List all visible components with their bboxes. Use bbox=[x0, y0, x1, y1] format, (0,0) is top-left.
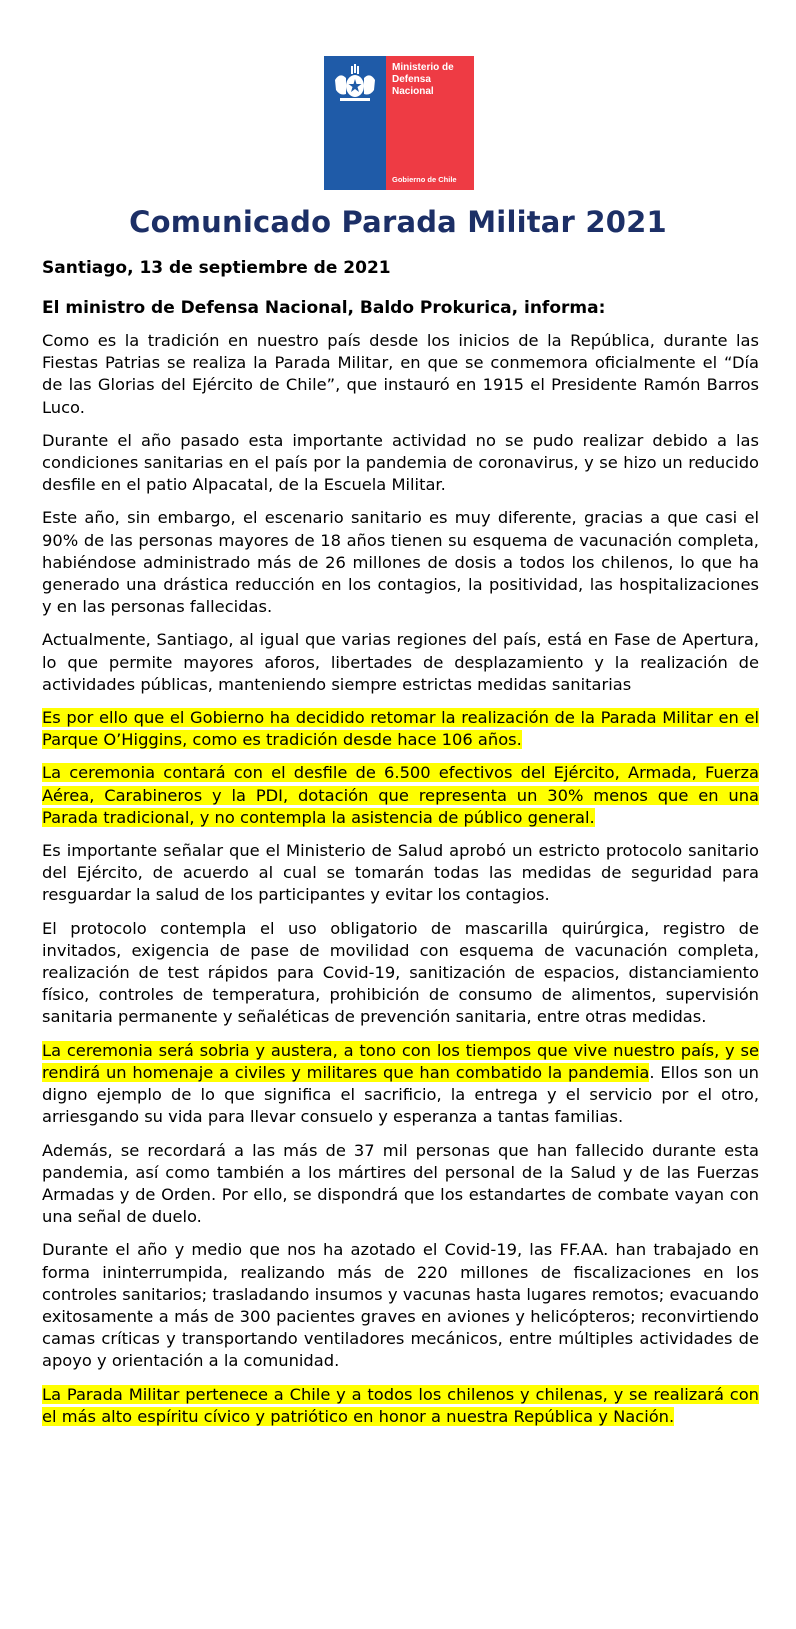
paragraph-text: Este año, sin embargo, el escenario sanitario es muy diferente, gracias a que casi el 90% de las personas mayores de 18 años tienen su esquema de vacunación completa, habiéndose administrado más de 26 millones de dosis a todos los chilenos, lo que ha generado una drástica reducción en los contagios, la positividad, las hospitalizaciones y en las personas fallecidas. bbox=[42, 508, 759, 617]
paragraph-7 bbox=[42, 840, 759, 907]
logo-org-line3: Nacional bbox=[392, 86, 434, 97]
paragraph-11 bbox=[42, 1239, 759, 1372]
date-line: Santiago, 13 de septiembre de 2021 bbox=[42, 258, 391, 278]
paragraph-text-after: . Ellos son un digno ejemplo de lo que significa el sacrificio, la entrega y el servicio por el otro, arriesgando su vida para llevar consuelo y esperanza a tantas familias. bbox=[42, 1062, 759, 1127]
logo-blue-panel bbox=[324, 56, 386, 190]
logo-org-line1: Ministerio de bbox=[392, 62, 454, 73]
intro-line: El ministro de Defensa Nacional, Baldo Prokurica, informa: bbox=[42, 298, 606, 318]
paragraph-2 bbox=[42, 430, 759, 497]
page-title: Comunicado Parada Militar 2021 bbox=[129, 205, 667, 239]
paragraph-10 bbox=[42, 1140, 759, 1229]
paragraph-text: El protocolo contempla el uso obligatorio de mascarilla quirúrgica, registro de invitados, exigencia de pase de movilidad con esquema de vacunación completa, realización de test rápidos para Covid-19, sanitización de espacios, distanciamiento físico, controles de temperatura, prohibición de consumo de alimentos, supervisión sanitaria permanente y señaléticas de prevención sanitaria, entre otras medidas. bbox=[42, 918, 759, 1027]
ministry-logo bbox=[324, 56, 474, 190]
logo-org-line2: Defensa bbox=[392, 74, 431, 85]
paragraph-9 bbox=[42, 1040, 759, 1129]
logo-red-panel bbox=[386, 56, 474, 190]
paragraph-text: Actualmente, Santiago, al igual que varias regiones del país, está en Fase de Apertura, lo que permite mayores aforos, libertades de desplazamiento y la realización de actividades públicas, manteniendo siempre estrictas medidas sanitarias bbox=[42, 630, 759, 694]
logo-org-name bbox=[392, 62, 454, 98]
paragraph-text: Durante el año pasado esta importante actividad no se pudo realizar debido a las condiciones sanitarias en el país por la pandemia de coronavirus, y se hizo un reducido desfile en el patio Alpacatal, de la Escuela Militar. bbox=[42, 430, 759, 495]
paragraph-3 bbox=[42, 507, 759, 618]
paragraph-text: Es importante señalar que el Ministerio de Salud aprobó un estricto protocolo sanitario del Ejército, de acuerdo al cual se tomarán todas las medidas de seguridad para resguardar la salud de los participantes y evitar los contagios. bbox=[42, 841, 759, 905]
highlighted-text: La ceremonia será sobria y austera, a tono con los tiempos que vive nuestro país, y se rendirá un homenaje a civiles y militares que han combatido la pandemia bbox=[42, 1040, 759, 1082]
paragraph-8 bbox=[42, 918, 759, 1029]
highlighted-text: La ceremonia contará con el desfile de 6.500 efectivos del Ejército, Armada, Fuerza Aérea, Carabineros y la PDI, dotación que representa un 30% menos que en una Parada tradicional, y no contempla la asistencia de público general. bbox=[42, 763, 759, 827]
paragraph-12 bbox=[42, 1384, 759, 1428]
paragraph-text: Durante el año y medio que nos ha azotado el Covid-19, las FF.AA. han trabajado en forma ininterrumpida, realizando más de 220 millones de fiscalizaciones en los controles sanitarios; trasladando insumos y vacunas hasta lugares remotos; evacuando exitosamente a más de 300 pacientes graves en aviones y helicópteros; reconvirtiendo camas críticas y transportando ventiladores mecánicos, entre múltiples actividades de apoyo y orientación a la comunidad. bbox=[42, 1240, 759, 1371]
paragraph-1 bbox=[42, 330, 759, 419]
paragraph-5 bbox=[42, 707, 759, 751]
paragraph-6 bbox=[42, 762, 759, 829]
highlighted-text: Es por ello que el Gobierno ha decidido retomar la realización de la Parada Militar en el Parque O’Higgins, como es tradición desde hace 106 años. bbox=[42, 708, 759, 750]
coat-of-arms-icon bbox=[332, 64, 378, 104]
paragraph-text: Además, se recordará a las más de 37 mil personas que han fallecido durante esta pandemia, así como también a los mártires del personal de la Salud y de las Fuerzas Armadas y de Orden. Por ello, se dispondrá que los estandartes de combate vayan con una señal de duelo. bbox=[42, 1140, 759, 1227]
logo-gov-label: Gobierno de Chile bbox=[392, 175, 457, 184]
highlighted-text: La Parada Militar pertenece a Chile y a todos los chilenos y chilenas, y se realizará con el más alto espíritu cívico y patriótico en honor a nuestra República y Nación. bbox=[42, 1384, 759, 1426]
paragraph-4 bbox=[42, 629, 759, 696]
paragraph-text: Como es la tradición en nuestro país desde los inicios de la República, durante las Fiestas Patrias se realiza la Parada Militar, en que se conmemora oficialmente el “Día de las Glorias del Ejército de Chile”, que instauró en 1915 el Presidente Ramón Barros Luco. bbox=[42, 331, 759, 417]
body-text bbox=[42, 330, 759, 1439]
